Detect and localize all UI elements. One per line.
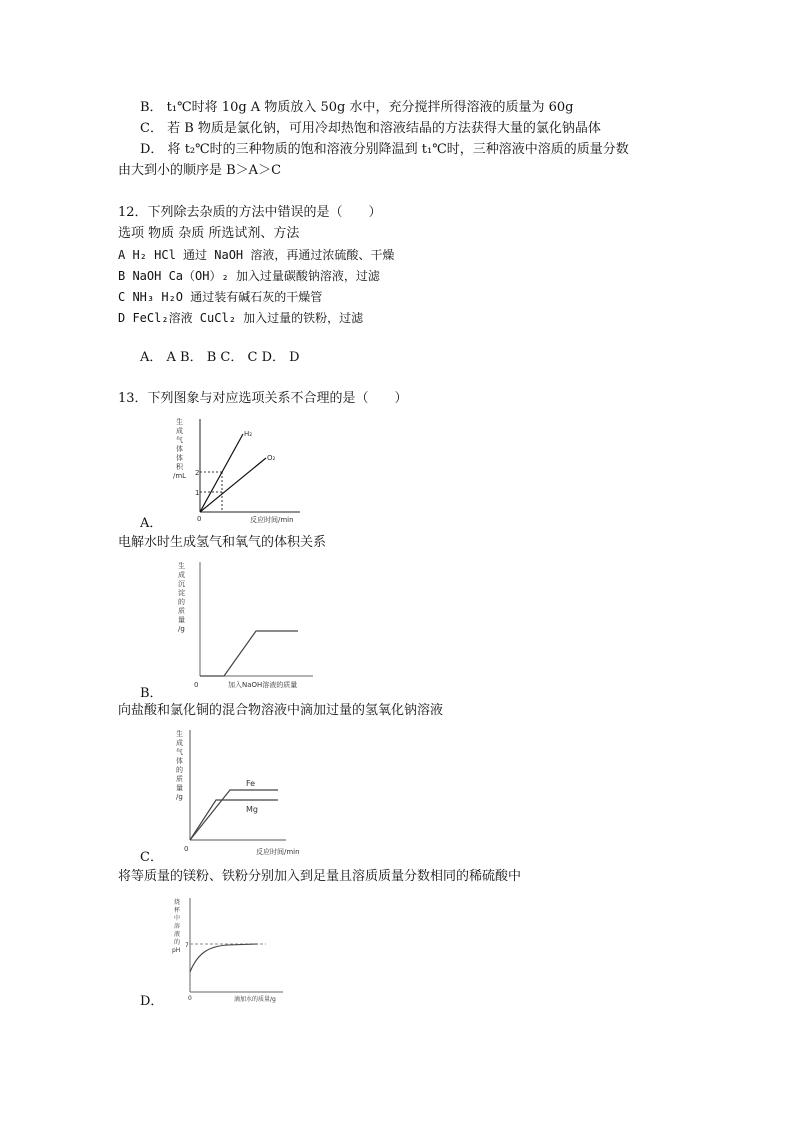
graph-b-ylabel (178, 561, 185, 633)
svg-text:淀: 淀 (178, 589, 185, 597)
q12-table-header: 选项 物质 杂质 所选试剂、方法 (118, 226, 300, 241)
svg-text:中: 中 (174, 915, 181, 922)
svg-text:量: 量 (176, 784, 183, 792)
svg-text:生: 生 (176, 730, 183, 738)
graph-a-label-o2: O₂ (267, 454, 276, 462)
svg-text:生: 生 (176, 418, 183, 426)
graph-a-label-h2: H₂ (244, 430, 253, 438)
q11-option-c: C． 若 B 物质是氯化钠，可用冷却热饱和溶液结晶的方法获得大量的氯化钠晶体 (140, 121, 601, 136)
graph-c-line-mg (190, 790, 278, 840)
svg-text:沉: 沉 (178, 580, 185, 588)
graph-b (168, 558, 323, 690)
graph-a-origin: 0 (197, 515, 202, 523)
svg-text:烧: 烧 (174, 899, 181, 906)
svg-text:成: 成 (176, 739, 183, 747)
q13-graph-a-label: A． (140, 516, 163, 531)
svg-text:积: 积 (176, 463, 183, 471)
svg-text:成: 成 (178, 571, 185, 579)
q13-graph-c-caption: 将等质量的镁粉、铁粉分别加入到足量且溶质质量分数相同的稀硫酸中 (118, 869, 522, 884)
graph-b-xlabel: 加入NaOH溶液的质量 (228, 681, 298, 689)
graph-c-ylabel (176, 729, 183, 801)
q11-option-d: D． 将 t₂℃时的三种物质的饱和溶液分别降温到 t₁℃时，三种溶液中溶质的质量分数 (140, 142, 629, 157)
graph-a (170, 414, 315, 526)
svg-text:生: 生 (178, 562, 185, 570)
q11-option-d-cont: 由大到小的顺序是 B＞A＞C (118, 163, 282, 178)
graph-d-tick-7: 7 (185, 942, 189, 949)
svg-text:气: 气 (176, 436, 183, 444)
q13-stem: 13．下列图象与对应选项关系不合理的是（ ） (118, 391, 408, 406)
graph-c-xlabel: 反应时间/min (256, 848, 300, 856)
graph-d-curve (190, 944, 258, 972)
q13-graph-c-label: C． (140, 850, 163, 865)
q13-graph-b-label: B． (140, 686, 163, 701)
graph-a-line-o2 (200, 458, 266, 512)
svg-text:/g: /g (176, 793, 183, 801)
graph-d-origin: 0 (188, 995, 192, 1002)
svg-text:溶: 溶 (174, 923, 181, 930)
q12-row-b: B NaOH Ca（OH）₂ 加入过量碳酸钠溶液，过滤 (118, 269, 380, 283)
svg-text:量: 量 (178, 616, 185, 624)
q12-row-d: D FeCl₂溶液 CuCl₂ 加入过量的铁粉，过滤 (118, 311, 364, 325)
graph-d-ylabel (172, 898, 181, 954)
svg-text:气: 气 (176, 748, 183, 756)
svg-text:杯: 杯 (174, 907, 181, 914)
graph-a-xlabel: 反应时间/min (250, 516, 294, 524)
q12-row-c: C NH₃ H₂O 通过装有碱石灰的干燥管 (118, 290, 323, 304)
svg-text:质: 质 (178, 607, 185, 615)
svg-text:的: 的 (174, 939, 181, 946)
graph-d-xlabel: 滴加水的质量/g (234, 996, 276, 1003)
graph-a-ylabel (173, 417, 186, 480)
svg-text:的: 的 (176, 766, 183, 774)
q13-graph-d-label: D． (140, 994, 164, 1009)
svg-text:体: 体 (176, 757, 183, 765)
graph-b-origin: 0 (194, 681, 199, 689)
svg-text:质: 质 (176, 775, 183, 783)
q11-option-b: B． t₁℃时将 10g A 物质放入 50g 水中，充分搅拌所得溶液的质量为 60g (140, 100, 574, 115)
q12-stem: 12．下列除去杂质的方法中错误的是（ ） (118, 205, 382, 220)
graph-b-curve (200, 631, 298, 676)
graph-a-tick-2: 2 (195, 469, 200, 477)
svg-text:/g: /g (178, 625, 185, 633)
svg-text:体: 体 (176, 454, 183, 462)
graph-c-label-mg: Mg (246, 805, 258, 814)
graph-d (168, 894, 288, 1004)
q12-choices: A． A B． B C． C D． D (140, 350, 300, 365)
svg-text:体: 体 (176, 445, 183, 453)
q12-row-a: A H₂ HCl 通过 NaOH 溶液，再通过浓硫酸、干燥 (118, 248, 395, 262)
svg-text:pH: pH (172, 947, 181, 954)
svg-text:/mL: /mL (173, 472, 187, 480)
svg-text:成: 成 (176, 427, 183, 435)
graph-c (168, 726, 323, 858)
graph-a-tick-1: 1 (195, 489, 200, 497)
q13-graph-b-caption: 向盐酸和氯化铜的混合物溶液中滴加过量的氢氧化钠溶液 (118, 703, 444, 718)
svg-text:的: 的 (178, 598, 185, 606)
svg-text:液: 液 (174, 931, 181, 938)
graph-c-origin: 0 (184, 845, 189, 853)
q13-graph-a-caption: 电解水时生成氢气和氧气的体积关系 (118, 535, 327, 550)
graph-c-line-fe (190, 800, 278, 840)
graph-c-label-fe: Fe (246, 779, 256, 788)
